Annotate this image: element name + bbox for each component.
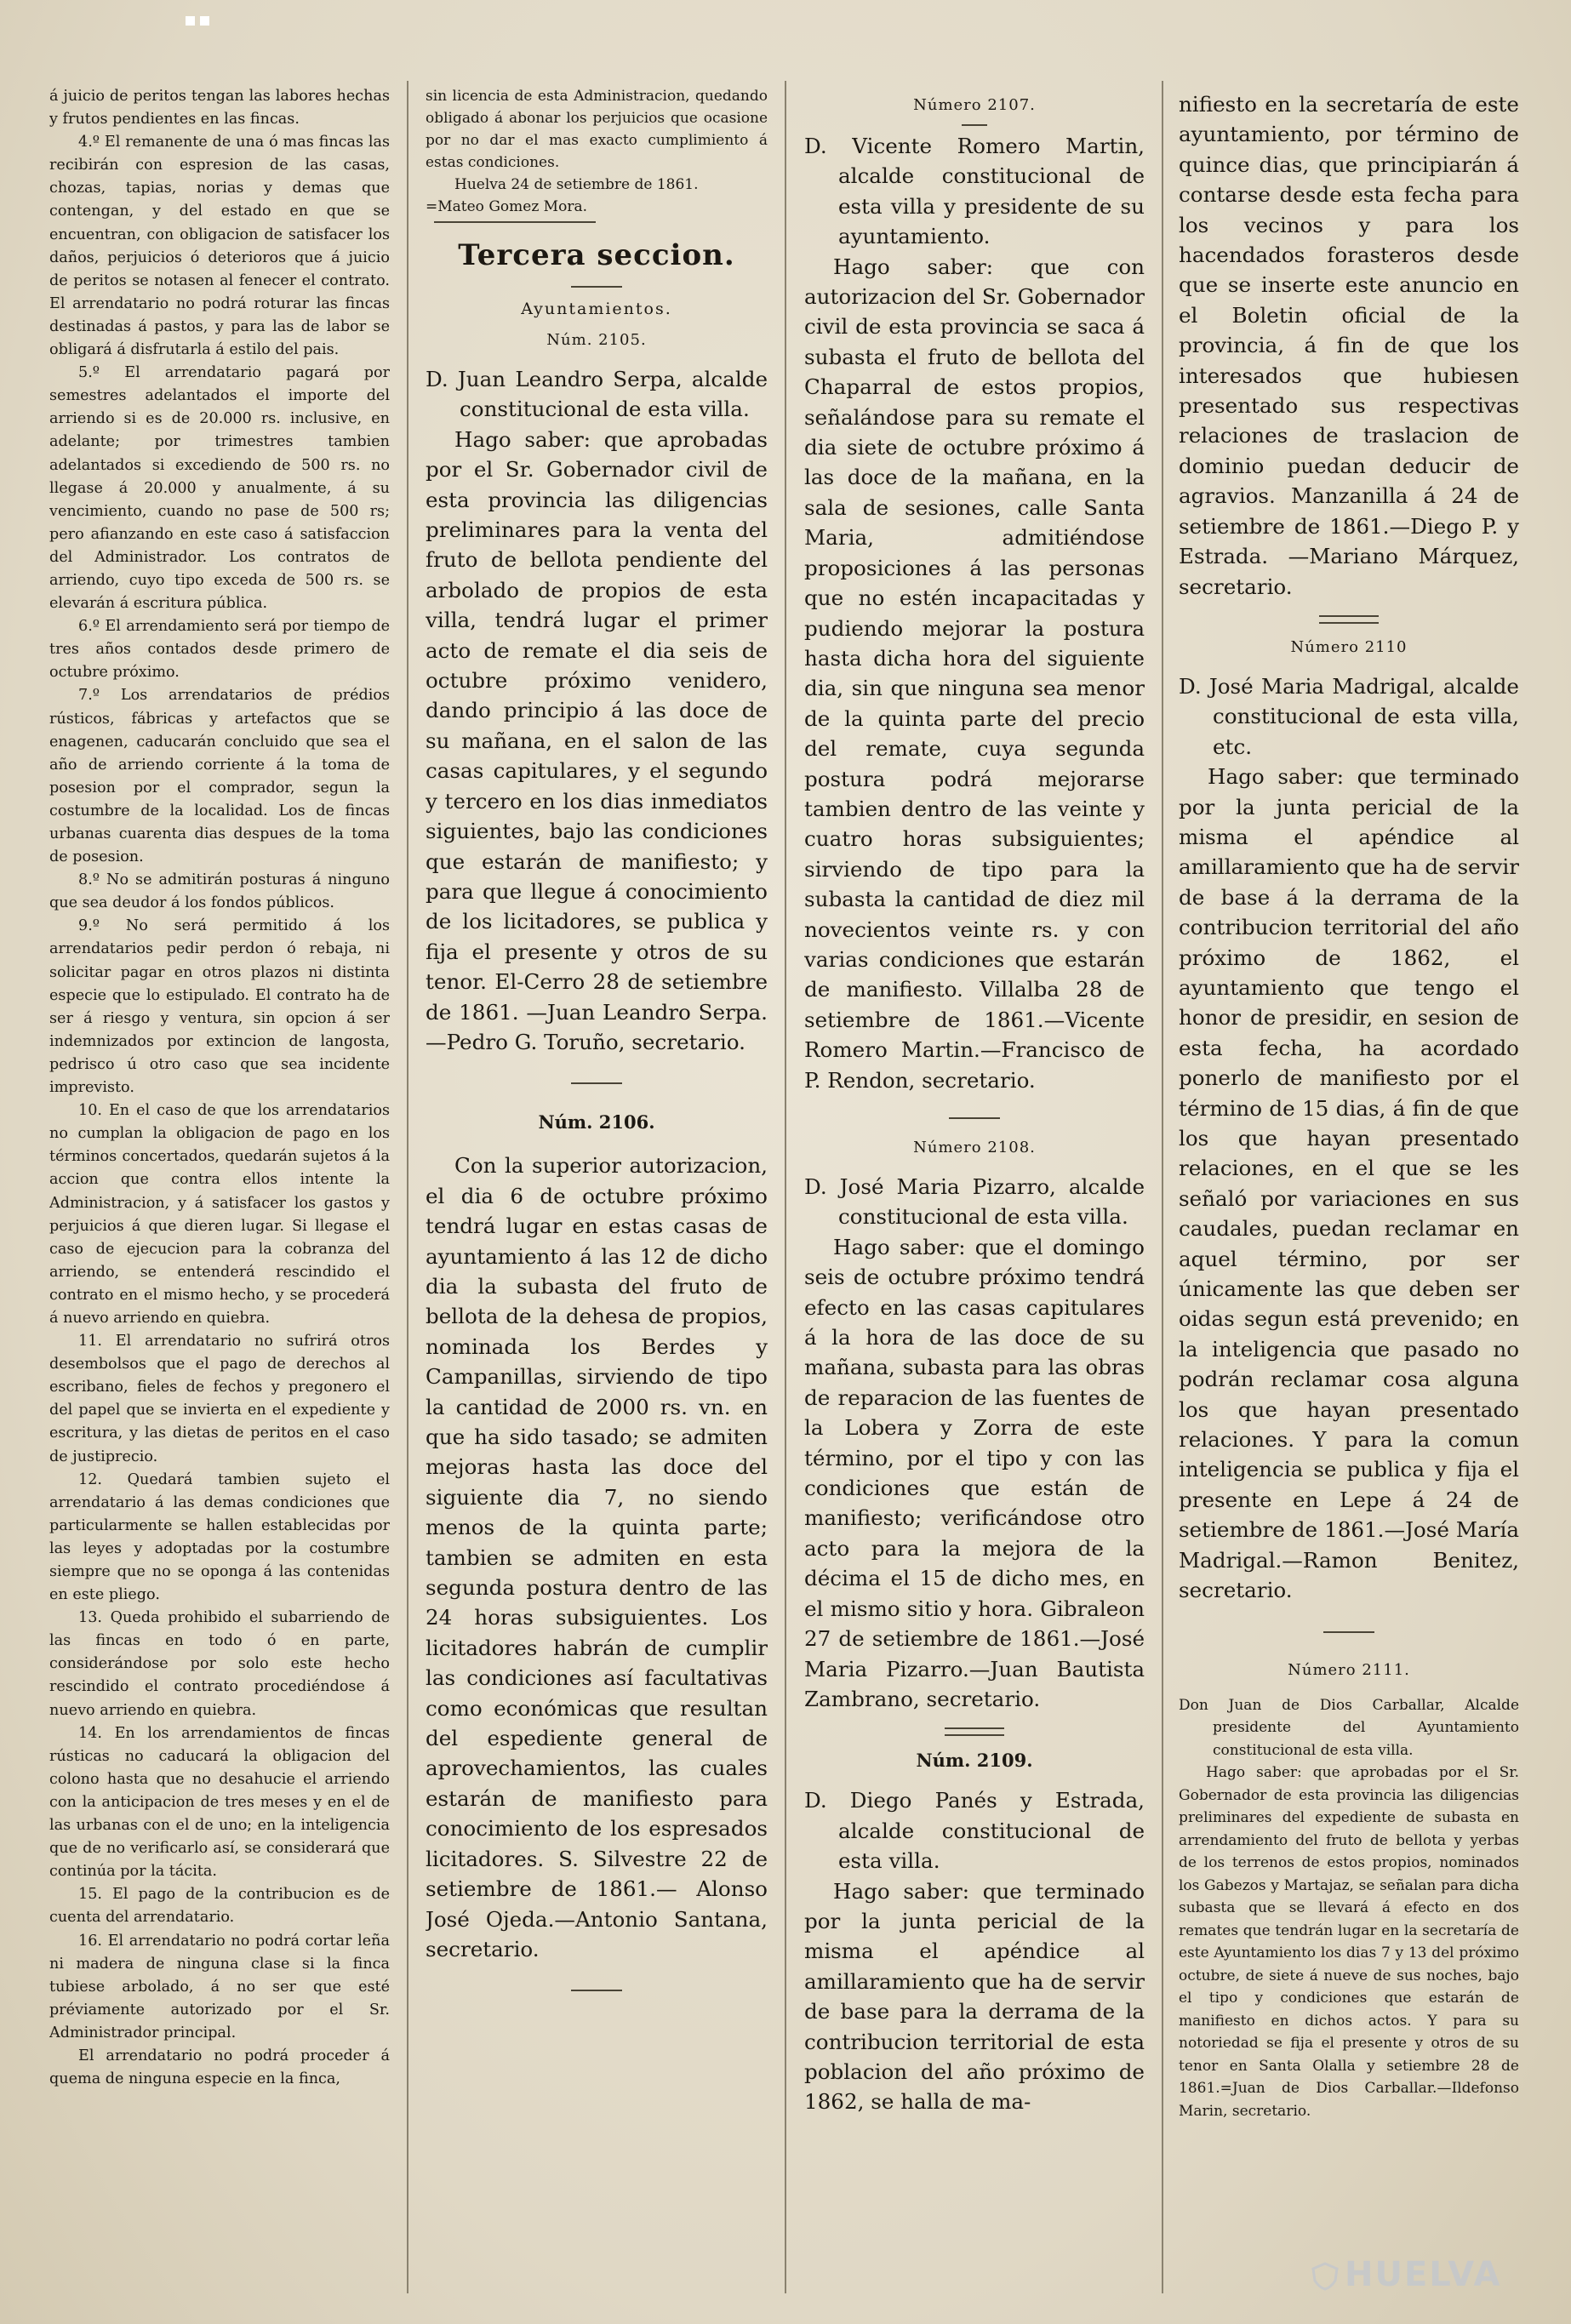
notice-number: Núm. 2106. xyxy=(538,1111,655,1133)
watermark-logo: HUELVA xyxy=(1311,2255,1501,2294)
shield-icon xyxy=(1311,2262,1340,2291)
column-4 xyxy=(1179,89,1519,2122)
column-rule xyxy=(1162,81,1163,2293)
notice-body: Hago saber: que terminado por la junta pericial de la misma el apéndice al amillaramiento que ha de servir de base para la derrama de la contribucion territorial de esta poblacion del año próximo de 1862, se halla de ma- xyxy=(804,1878,1145,2115)
notice-body: Con la superior autorizacion, el dia 6 de octubre próximo tendrá lugar en estas casas de ayuntamiento á las 12 de dicho dia la subasta del fruto de bellota de la dehesa de propios, nominada los Berdes y Campanillas, sirviendo de tipo la cantidad de 2000 rs. vn. en que ha sido tasado; se admiten mejoras hasta las doce del siguiente dia 7, no siendo menos de la quinta parte; tambien se admiten en esta segunda postura dentro de las 24 horas subsiguientes. Los licitadores habrán de cumplir las condiciones así facultativas como económicas que resultan del espediente general de aprovechamientos, las cuales estarán de manifiesto para conocimiento de los espresados licitadores. S. Silvestre 22 de setiembre de 1861.— Alonso José Ojeda.—Antonio Santana, secretario. xyxy=(426,1153,768,1961)
condition-11: 11. El arrendatario no sufrirá otros desembolsos que el pago de derechos al escribano, fieles de fechos y pregonero el del papel que se invierta en el expediente y escritura, y las dietas de peritos en el caso de justiprecio. xyxy=(49,1333,390,1465)
column-3 xyxy=(804,94,1145,2117)
column-1 xyxy=(49,85,390,2091)
signature-name: =Mateo Gomez Mora. xyxy=(426,198,587,215)
notice-number: Núm. 2105. xyxy=(546,331,647,349)
divider xyxy=(1319,615,1379,624)
paragraph: á juicio de peritos tengan las labores hechas y frutos pendientes en las fincas. xyxy=(49,88,390,128)
corner-marks xyxy=(186,13,218,25)
divider xyxy=(1323,1631,1374,1633)
notice-body: Hago saber: que aprobadas por el Sr. Gobernador de esta provincia las diligencias preliminares del expediente de subasta en arrendamiento del fruto de bellota y yerbas de los terrenos de estos propios, nominados los Gabezos y Martajaz, se señalan para dicha subasta que se llevará á efecto en dos remates que tendrán lugar en la secretaría de este Ayuntamiento los dias 7 y 13 del próximo octubre, de siete á nueve de sus noches, bajo el tipo y condiciones que estarán de manifiesto en dichos actos. Y para su notoriedad se fija el presente y otros de su tenor en Santa Olalla y setiembre 28 de 1861.=Juan de Dios Carballar.—Ildefonso Marin, secretario. xyxy=(1179,1764,1519,2120)
notice-body: Hago saber: que con autorizacion del Sr. Gobernador civil de esta provincia se saca á subasta el fruto de bellota del Chaparral de estos propios, señalándose para su remate el dia siete de octubre próximo á las doce de la mañana, en la sala de sesiones, calle Santa Maria, admitiéndose proposiciones á las personas que no estén incapacitadas y pudiendo mejorar la postura hasta dicha hora del siguiente dia, sin que ninguna sea menor de la quinta parte del precio del remate, cuya segunda postura podrá mejorarse tambien dentro de las veinte y cuatro horas subsiguientes; sirviendo de tipo para la subasta la cantidad de diez mil novecientos veinte rs. y con varias condiciones que estarán de manifiesto. Villalba 28 de setiembre de 1861.—Vicente Romero Martin.—Francisco de P. Rendon, secretario. xyxy=(804,254,1145,1093)
notice-title: D. José Maria Pizarro, alcalde constitucional de esta villa. xyxy=(804,1174,1145,1230)
condition-6: 6.º El arrendamiento será por tiempo de tres años contados desde primero de octubre próximo. xyxy=(49,618,390,682)
section-subtitle: Ayuntamientos. xyxy=(521,300,672,318)
divider xyxy=(949,1117,1000,1119)
paragraph: sin licencia de esta Administracion, quedando obligado á abonar los perjuicios que ocasione por no dar el mas exacto cumplimiento á estas condiciones. xyxy=(426,88,768,171)
condition-10: 10. En el caso de que los arrendatarios no cumplan la obligacion de pago en los términos concertados, quedarán sujetos á la accion que contra ellos intente la Administracion, y á satisfacer los gastos y perjuicios á que dieren lugar. Si llegase el caso de ejecucion para la cobranza del arriendo, se entenderá rescindido el contrato en el mismo hecho, y se procederá á nuevo arriendo en quiebra. xyxy=(49,1102,390,1327)
notice-title: D. José Maria Madrigal, alcalde constitucional de esta villa, etc. xyxy=(1179,673,1519,759)
notice-body: Hago saber: que aprobadas por el Sr. Gobernador civil de esta provincia las diligencias preliminares para la venta del fruto de bellota pendiente del arbolado de propios de esta villa, tendrá lugar el primer acto de remate el dia seis de octubre próximo venidero, dando principio á las doce de su mañana, en el salon de las casas capitulares, y el segundo y tercero en los dias inmediatos siguientes, bajo las condiciones que estarán de manifiesto; y para que llegue á conocimiento de los licitadores, se publica y fija el presente y otros de su tenor. El-Cerro 28 de setiembre de 1861. —Juan Leandro Serpa.—Pedro G. Toruño, secretario. xyxy=(426,426,768,1054)
condition-9: 9.º No será permitido á los arrendatarios pedir perdon ó rebaja, ni solicitar pagar en otros plazos ni distinta especie que lo estipulado. El contrato ha de ser á riesgo y ventura, sin opcion á ser indemnizados por extincion de langosta, pedrisco ú otro caso que sea incidente imprevisto. xyxy=(49,917,390,1097)
condition-7: 7.º Los arrendatarios de prédios rústicos, fábricas y artefactos que se enagenen, caducarán concluido que sea el año de arriendo corriente á la toma de posesion por el comprador, segun la costumbre de la localidad. Los de fincas urbanas cuarenta dias despues de la toma de posesion. xyxy=(49,687,390,866)
notice-body: nifiesto en la secretaría de este ayuntamiento, por término de quince dias, que principiarán á contarse desde esta fecha para los vecinos y para los hacendados forasteros desde que se inserte este anuncio en el Boletin oficial de la provincia, á fin de que los interesados que hubiesen presentado sus respectivas relaciones de traslacion de dominio puedan deducir de agravios. Manzanilla á 24 de setiembre de 1861.—Diego P. y Estrada. —Mariano Márquez, secretario. xyxy=(1179,92,1519,599)
divider xyxy=(571,286,622,288)
notice-number: Número 2110 xyxy=(1290,637,1408,656)
condition-15: 15. El pago de la contribucion es de cuenta del arrendatario. xyxy=(49,1886,390,1927)
condition-8: 8.º No se admitirán posturas á ninguno que sea deudor á los fondos públicos. xyxy=(49,871,390,912)
notice-number: Núm. 2109. xyxy=(916,1750,1033,1772)
condition-16: 16. El arrendatario no podrá cortar leña ni madera de ninguna clase si la finca tubiese arbolado, á no ser que esté préviamente autorizado por el Sr. Administrador principal. xyxy=(49,1932,390,2041)
notice-number: Número 2107. xyxy=(913,96,1036,114)
notice-body: Hago saber: que terminado por la junta pericial de la misma el apéndice al amillaramiento que ha de servir de base á la derrama de la contribucion territorial del año próximo de 1862, el ayuntamiento que tengo el honor de presidir, en sesion de esta fecha, ha acordado ponerlo de manifiesto por el término de 15 dias, á fin de que los que hayan presentado relaciones, en el que se les señaló por variaciones en sus caudales, puedan reclamar en aquel término, por ser únicamente las que deben ser oidas segun está prevenido; en la inteligencia que pasado no podrán reclamar cosa alguna los que hayan presentado relaciones. Y para la comun inteligencia se publica y fija el presente en Lepe á 24 de setiembre de 1861.—José María Madrigal.—Ramon Benitez, secretario. xyxy=(1179,764,1519,1603)
section-title: Tercera seccion. xyxy=(458,238,735,272)
column-2 xyxy=(426,85,768,1991)
condition-13: 13. Queda prohibido el subarriendo de las fincas en todo ó en parte, considerándose por solo este hecho rescindido el contrato procediéndose á nuevo arriendo en quiebra. xyxy=(49,1609,390,1719)
notice-title: D. Diego Panés y Estrada, alcalde constitucional de esta villa. xyxy=(804,1788,1145,1874)
condition-4: 4.º El remanente de una ó mas fincas las recibirán con espresion de las casas, chozas, tapias, norias y demas que contengan, y del estado en que se encuentran, con obligacion de satisfacer los daños, perjuicios ó deterioros que á juicio de peritos se notasen al fenecer el contrato. El arrendatario no podrá roturar las fincas destinadas á pastos, y para las de labor se obligará á disfrutarla á estilo del pais. xyxy=(49,134,390,359)
divider xyxy=(571,1082,622,1084)
condition-14: 14. En los arrendamientos de fincas rústicas no caducará la obligacion del colono hasta que no desahucie el arriendo con la anticipacion de tres meses y en el de las urbanas con el de uno; en la inteligencia que de no verificarlo así, se considerará que continúa por la tácita. xyxy=(49,1724,390,1881)
column-rule xyxy=(407,81,408,2293)
condition-12: 12. Quedará tambien sujeto el arrendatario á las demas condiciones que particularmente se hallen establecidas por las leyes y adoptadas por la costumbre siempre que no se oponga á las contenidas en este pliego. xyxy=(49,1470,390,1604)
notice-title: D. Vicente Romero Martin, alcalde constitucional de esta villa y presidente de su ayuntamiento. xyxy=(804,134,1145,249)
column-rule xyxy=(785,81,786,2293)
notice-title: D. Juan Leandro Serpa, alcalde constitucional de esta villa. xyxy=(426,367,768,422)
divider xyxy=(434,221,596,223)
notice-body: Hago saber: que el domingo seis de octubre próximo tendrá efecto en las casas capitulares á la hora de las doce de su mañana, subasta para las obras de reparacion de las fuentes de la Lobera y Zorra de este término, por el tipo y con las condiciones que están de manifiesto; verificándose otro acto para la mejora de la décima el 15 de dicho mes, en el mismo sitio y hora. Gibraleon 27 de setiembre de 1861.—José Maria Pizarro.—Juan Bautista Zambrano, secretario. xyxy=(804,1234,1145,1711)
divider xyxy=(962,124,987,126)
notice-number: Número 2111. xyxy=(1288,1660,1410,1679)
condition-5: 5.º El arrendatario pagará por semestres adelantados el importe del arriendo si es de 20.000 rs. inclusive, en adelante; por trimestres tambien adelantados si excediendo de 500 rs. no llegase á 20.000 y anualmente, á su vencimiento, cuando no pase de 500 rs; pero afianzando en este caso á satisfaccion del Administrador. Los contratos de arriendo, cuyo tipo exceda de 500 rs. se elevarán á escritura pública. xyxy=(49,364,390,613)
divider xyxy=(571,1990,622,1991)
signature-place: Huelva 24 de setiembre de 1861. xyxy=(454,176,699,193)
paragraph: El arrendatario no podrá proceder á quema de ninguna especie en la finca, xyxy=(49,2047,390,2088)
divider xyxy=(945,1727,1004,1736)
notice-title: Don Juan de Dios Carballar, Alcalde presidente del Ayuntamiento constitucional de esta villa. xyxy=(1179,1696,1519,1759)
notice-number: Número 2108. xyxy=(913,1139,1036,1156)
